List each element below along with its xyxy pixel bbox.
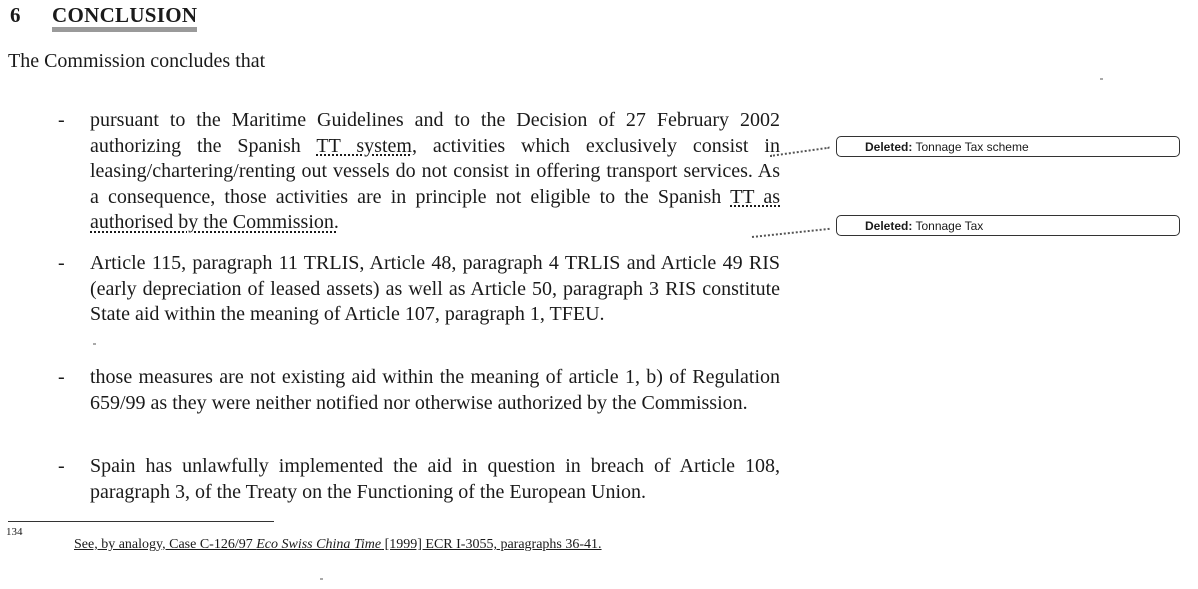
deleted-comment-balloon[interactable] bbox=[836, 215, 1180, 236]
tracked-insertion: TT system bbox=[316, 134, 412, 157]
footnote-case-name: Eco Swiss China Time bbox=[256, 537, 382, 552]
footnote-marker: 134 bbox=[6, 526, 23, 538]
footnote-text bbox=[74, 537, 602, 553]
comment-label: Deleted: bbox=[865, 219, 913, 233]
bullet-text: those measures are not existing aid within the meaning of article 1, b) of Regulation 659/99 as they were neither notified nor otherwise authorized by the Commission. bbox=[90, 366, 780, 414]
section-title: CONCLUSION bbox=[52, 3, 197, 32]
text-segment: , activities which exclusively consist in leasing/chartering/renting out vessels do not consist in offering transport services. As a consequence, those activities are in principle not eligible to the Spanish bbox=[90, 134, 780, 208]
tracked-insertion: TT bbox=[730, 185, 755, 208]
comment-label: Deleted: bbox=[865, 140, 913, 154]
footnote-prefix: See, by analogy, Case C-126/97 bbox=[74, 537, 257, 552]
section-heading bbox=[10, 3, 197, 28]
text-segment: pursuant to the Maritime Guidelines and to the Decision of 27 February 2002 authorizing the Spanish bbox=[90, 109, 780, 157]
comment-text: Tonnage Tax bbox=[915, 219, 984, 233]
comment-text: Tonnage Tax scheme bbox=[915, 140, 1029, 154]
scan-speck bbox=[320, 578, 323, 580]
bullet-dash: - bbox=[58, 455, 65, 477]
deleted-comment-balloon[interactable] bbox=[836, 136, 1180, 157]
footnote-suffix: [1999] ECR I-3055, paragraphs 36-41. bbox=[381, 537, 602, 552]
scan-speck bbox=[93, 343, 96, 345]
bullet-dash: - bbox=[58, 366, 65, 388]
footnote-separator bbox=[8, 521, 274, 522]
bullet-text: Article 115, paragraph 11 TRLIS, Article 48, paragraph 4 TRLIS and Article 49 RIS (early depreciation of leased assets) as well as Article 50, paragraph 3 RIS constitute State aid within the meaning of Article 107, paragraph 1, TFEU. bbox=[90, 252, 780, 325]
bullet-text: Spain has unlawfully implemented the aid in question in breach of Article 108, paragraph 3, of the Treaty on the Functioning of the European Union. bbox=[90, 455, 780, 503]
bullet-dash: - bbox=[58, 252, 65, 274]
section-number: 6 bbox=[10, 3, 21, 27]
bullet-text bbox=[90, 108, 780, 236]
bullet-dash: - bbox=[58, 109, 65, 131]
intro-sentence: The Commission concludes that bbox=[8, 50, 266, 72]
scan-speck bbox=[1100, 78, 1103, 80]
tracked-insertion: as authorised by the Commission. bbox=[90, 185, 780, 233]
